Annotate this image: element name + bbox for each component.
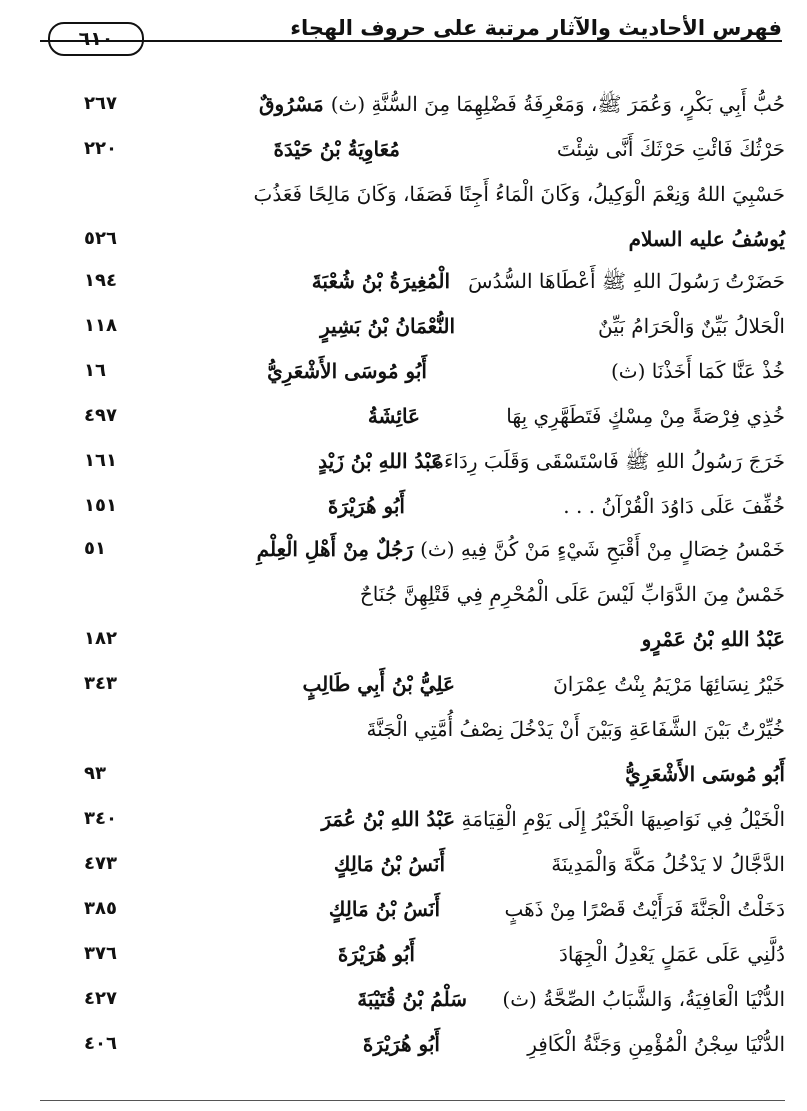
narrator-name-inline: رَجُلٌ مِنْ أَهْلِ الْعِلْمِ <box>256 537 421 561</box>
hadith-text: خُذِي فِرْصَةً مِنْ مِسْكٍ فَتَطَهَّرِي بِهَا <box>506 404 785 428</box>
page-reference: ٣٤٣ <box>84 673 117 694</box>
hadith-text: خُذْ عَنَّا كَمَا أَخَذْنَا (ث) <box>610 359 785 383</box>
index-entry <box>40 488 785 524</box>
index-entry <box>40 936 785 972</box>
page-reference: ٥٢٦ <box>84 228 117 249</box>
narrator-name: عَبْدُ اللهِ بْنُ زَيْدٍ <box>318 449 443 473</box>
index-entry <box>40 531 785 567</box>
narrator-name: مُعَاوِيَةُ بْنُ حَيْدَةَ <box>273 137 400 161</box>
narrator-name: أَنَسُ بْنُ مَالِكٍ <box>328 897 440 921</box>
hadith-text: الْخَيْلُ فِي نَوَاصِيهَا الْخَيْرُ إِلَى يَوْمِ الْقِيَامَةِ <box>461 807 785 831</box>
hadith-text: الدُّنْيَا الْعَافِيَةُ، وَالشَّبَابُ الصِّحَّةُ (ث) <box>502 987 785 1011</box>
index-entry <box>40 131 785 167</box>
hadith-text: حَضَرْتُ رَسُولَ اللهِ ﷺ أَعْطَاهَا السُّدُسَ <box>468 269 785 293</box>
narrator-name: عَبْدُ اللهِ بْنُ عَمْرٍو <box>641 627 785 651</box>
index-entry <box>40 576 785 612</box>
index-entry <box>40 263 785 299</box>
index-entry <box>40 756 785 792</box>
narrator-name: أَنَسُ بْنُ مَالِكٍ <box>333 852 445 876</box>
page-reference: ١٩٤ <box>84 270 117 291</box>
index-entry <box>40 221 785 257</box>
page-reference: ١١٨ <box>84 315 117 336</box>
hadith-text: الْحَلالُ بَيِّنٌ وَالْحَرَامُ بَيِّنٌ <box>598 314 785 338</box>
narrator-name-inline: مَسْرُوقٌ <box>258 92 331 116</box>
narrator-name: أَبُو مُوسَى الأَشْعَرِيُّ <box>267 359 427 383</box>
hadith-text: خُفِّفَ عَلَى دَاوُدَ الْقُرْآنُ . . . <box>563 494 785 518</box>
hadith-text: دُلَّنِي عَلَى عَمَلٍ يَعْدِلُ الْجِهَادَ <box>558 942 785 966</box>
hadith-text: خَمْسٌ مِنَ الدَّوَابِّ لَيْسَ عَلَى الْمُحْرِمِ فِي قَتْلِهِنَّ جُنَاحٌ <box>359 582 785 606</box>
page-reference: ٢٢٠ <box>84 138 117 159</box>
hadith-text: دَخَلْتُ الْجَنَّةَ فَرَأَيْتُ قَصْرًا مِنْ ذَهَبٍ <box>504 897 785 921</box>
page-reference: ١٦ <box>84 360 106 381</box>
page-reference: ١٨٢ <box>84 628 117 649</box>
index-entry <box>40 981 785 1017</box>
narrator-name: عَلِيُّ بْنُ أَبِي طَالِبٍ <box>302 672 455 696</box>
narrator-name: أَبُو مُوسَى الأَشْعَرِيُّ <box>625 762 785 786</box>
index-entry <box>40 1026 785 1062</box>
index-entry <box>40 891 785 927</box>
index-entry <box>40 801 785 837</box>
page-reference: ٣٨٥ <box>84 898 117 919</box>
index-entry <box>40 443 785 479</box>
page-reference: ٤٧٣ <box>84 853 117 874</box>
index-entry <box>40 308 785 344</box>
hadith-text: حَرْثُكَ فَائْتِ حَرْثَكَ أَنَّى شِئْتَ <box>556 137 785 161</box>
hadith-text: خَيْرُ نِسَائِهَا مَرْيَمُ بِنْتُ عِمْرَانَ <box>553 672 785 696</box>
narrator-name: عَبْدُ اللهِ بْنُ عُمَرَ <box>321 807 455 831</box>
narrator-name: يُوسُفُ عليه السلام <box>628 227 785 251</box>
footer-rule <box>40 1100 785 1101</box>
page-reference: ١٥١ <box>84 495 117 516</box>
hadith-text: الدُّنْيَا سِجْنُ الْمُؤْمِنِ وَجَنَّةُ الْكَافِرِ <box>527 1032 785 1056</box>
index-entry <box>40 666 785 702</box>
index-entry <box>40 398 785 434</box>
header-title: فهرس الأحاديث والآثار مرتبة على حروف الهجاء <box>290 16 782 40</box>
page-reference: ٣٤٠ <box>84 808 117 829</box>
narrator-name: أَبُو هُرَيْرَةَ <box>327 494 405 518</box>
index-entry <box>40 711 785 747</box>
hadith-text: خَرَجَ رَسُولُ اللهِ ﷺ فَاسْتَسْقَى وَقَلَبَ رِدَاءَهُ <box>433 449 785 473</box>
index-entry <box>40 86 785 122</box>
hadith-text: خُيِّرْتُ بَيْنَ الشَّفَاعَةِ وَبَيْنَ أَنْ يَدْخُلَ نِصْفُ أُمَّتِي الْجَنَّةَ <box>366 717 785 741</box>
index-entry <box>40 176 785 212</box>
page-reference: ٩٣ <box>84 763 106 784</box>
hadith-text: حُبُّ أَبِي بَكْرٍ، وَعُمَرَ ﷺ، وَمَعْرِفَةُ فَضْلِهِمَا مِنَ السُّنَّةِ (ث) مَسْرُوقٌ <box>258 92 785 116</box>
page-reference: ١٦١ <box>84 450 117 471</box>
page-number: ٦١٠ <box>48 22 144 56</box>
narrator-name: أَبُو هُرَيْرَةَ <box>362 1032 440 1056</box>
index-entry <box>40 621 785 657</box>
page-reference: ٤٩٧ <box>84 405 117 426</box>
hadith-text: حَسْبِيَ اللهُ وَنِعْمَ الْوَكِيلُ، وَكَانَ الْمَاءُ أَجِنًا فَصَفَا، وَكَانَ مَالِحًا فَعَذُبَ <box>253 182 785 206</box>
page-reference: ٤٠٦ <box>84 1033 117 1054</box>
page-reference: ٢٦٧ <box>84 93 117 114</box>
narrator-name: الْمُغِيرَةُ بْنُ شُعْبَةَ <box>311 269 450 293</box>
narrator-name: سَلْمُ بْنُ قُتَيْبَةَ <box>357 987 467 1011</box>
narrator-name: النُّعْمَانُ بْنُ بَشِيرٍ <box>320 314 455 338</box>
hadith-text: الدَّجَّالُ لا يَدْخُلُ مَكَّةَ وَالْمَدِينَةَ <box>551 852 785 876</box>
narrator-name: عَائِشَةُ <box>367 404 420 428</box>
hadith-text: خَمْسُ خِصَالٍ مِنْ أَقْبَحِ شَيْءٍ مَنْ كُنَّ فِيهِ (ث) رَجُلٌ مِنْ أَهْلِ الْعِلْمِ <box>256 537 785 561</box>
index-entry <box>40 846 785 882</box>
index-entry <box>40 353 785 389</box>
narrator-name: أَبُو هُرَيْرَةَ <box>337 942 415 966</box>
page-reference: ٤٢٧ <box>84 988 117 1009</box>
page-reference: ٥١ <box>84 538 106 559</box>
page-reference: ٣٧٦ <box>84 943 117 964</box>
